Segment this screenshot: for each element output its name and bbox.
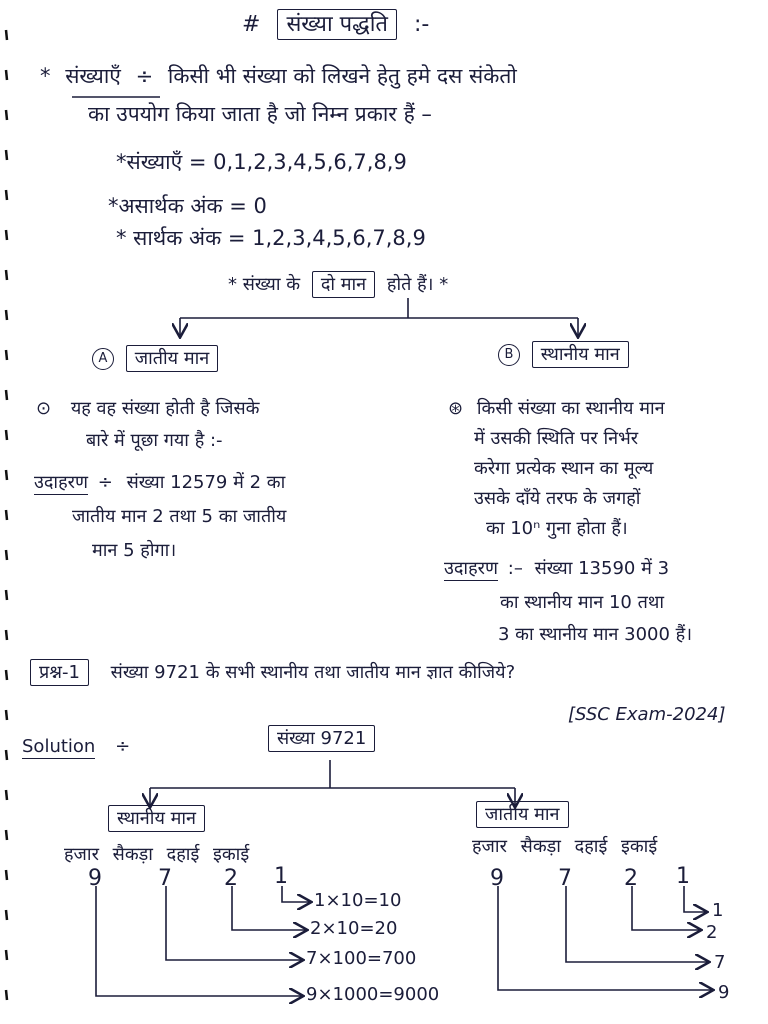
place-digit-hundreds: 7: [158, 866, 172, 891]
face-digit-ones: 1: [676, 864, 690, 889]
def-insignificant: *असार्थक अंक = 0: [108, 194, 267, 218]
place-result-tens: 2×10=20: [310, 918, 398, 939]
face-value-heading: जातीय मान: [126, 345, 219, 372]
place-value-example-3: 3 का स्थानीय मान 3000 हैं।: [498, 624, 693, 645]
face-digit-thousands: 9: [490, 866, 504, 891]
two-values-prefix: * संख्या के: [228, 274, 301, 295]
question-text: संख्या 9721 के सभी स्थानीय तथा जातीय मान ज्ञात कीजिये?: [110, 662, 516, 683]
two-values-heading: [228, 276, 448, 294]
marker-b: B: [498, 344, 520, 366]
face-digit-tens: 2: [624, 866, 638, 891]
question-label: प्रश्न-1: [30, 659, 89, 686]
face-value-heading-row: [92, 348, 218, 370]
example-arrow-left: ÷: [97, 472, 113, 493]
place-result-ones: 1×10=10: [314, 890, 402, 911]
solution-face-box: जातीय मान: [476, 806, 569, 824]
place-arrow-9: [96, 886, 302, 996]
intro-text-2: का उपयोग किया जाता है जो निम्न प्रकार हैं –: [88, 102, 432, 126]
two-values-box: दो मान: [312, 271, 375, 298]
def-significant: * सार्थक अंक = 1,2,3,4,5,6,7,8,9: [116, 226, 426, 250]
solution-place-box: स्थानीय मान: [108, 810, 205, 828]
place-value-text-1: ⊛ किसी संख्या का स्थानीय मान: [448, 398, 665, 419]
face-arrow-9: [498, 886, 712, 990]
face-value-example-1: उदाहरण ÷ संख्या 12579 में 2 का: [34, 472, 286, 493]
place-value-text-4: उसके दाँये तरफ के जगहों: [474, 488, 641, 509]
place-result-hundreds: 7×100=700: [306, 948, 417, 969]
intro-heading: संख्याएँ: [65, 64, 121, 88]
face-value-example-3: मान 5 होगा।: [92, 540, 177, 561]
example-arrow-right: :–: [507, 558, 523, 579]
place-digit-ones: 1: [274, 864, 288, 889]
title-mark-right: :-: [413, 12, 430, 37]
face-column-headers: हजार सैकड़ा दहाई इकाई: [472, 836, 658, 857]
bullet-icon: ⊙: [36, 398, 52, 419]
place-result-thousands: 9×1000=9000: [306, 984, 440, 1005]
face-result-hundreds: 7: [714, 952, 726, 973]
place-digit-thousands: 9: [88, 866, 102, 891]
title-mark-left: #: [242, 12, 261, 37]
bullet-star-icon: ⊛: [448, 398, 464, 419]
place-value-text-2: में उसकी स्थिति पर निर्भर: [474, 428, 639, 449]
place-value-example-1: उदाहरण :– संख्या 13590 में 3: [444, 558, 670, 579]
example-label-left: उदाहरण: [34, 472, 89, 493]
intro-line-1: [40, 66, 517, 87]
place-column-headers: हजार सैकड़ा दहाई इकाई: [64, 844, 250, 865]
place-value-text-5: का 10ⁿ गुना होता हैं।: [486, 518, 628, 539]
solution-label-row: [22, 738, 130, 756]
def-digits: *संख्याएँ = 0,1,2,3,4,5,6,7,8,9: [116, 150, 407, 174]
face-value-example-2: जातीय मान 2 तथा 5 का जातीय: [72, 506, 287, 527]
solution-arrow: ÷: [115, 736, 131, 757]
face-arrow-1: [684, 886, 706, 912]
marker-a: A: [92, 348, 114, 370]
face-result-ones: 1: [712, 900, 724, 921]
face-digit-hundreds: 7: [558, 866, 572, 891]
place-value-example-2: का स्थानीय मान 10 तथा: [500, 592, 665, 613]
face-value-text-1: ⊙ यह वह संख्या होती है जिसके: [36, 398, 260, 419]
star-icon: *: [40, 64, 51, 88]
intro-arrow: ÷: [135, 64, 154, 88]
place-value-heading: स्थानीय मान: [532, 341, 629, 368]
face-result-thousands: 9: [718, 982, 730, 1003]
face-arrow-7: [566, 886, 708, 962]
place-arrow-2: [232, 886, 306, 930]
place-value-text-3: करेगा प्रत्येक स्थान का मूल्य: [474, 458, 654, 479]
two-values-suffix: होते हैं। *: [386, 274, 449, 295]
solution-number-box: संख्या 9721: [268, 730, 375, 748]
solution-label: Solution: [22, 736, 96, 757]
face-value-text-2: बारे में पूछा गया है :-: [86, 430, 223, 451]
place-value-heading-row: [498, 344, 629, 366]
place-digit-tens: 2: [224, 866, 238, 891]
question-row: [30, 664, 515, 682]
intro-text-1: किसी भी संख्या को लिखने हेतु हमे दस संकेतो: [167, 64, 517, 88]
page-title: संख्या पद्धति: [277, 9, 397, 40]
example-label-right: उदाहरण: [444, 558, 499, 579]
page-title-row: [242, 14, 429, 36]
question-source: [SSC Exam-2024]: [568, 704, 726, 725]
face-result-tens: 2: [706, 922, 718, 943]
face-arrow-2: [632, 886, 700, 930]
